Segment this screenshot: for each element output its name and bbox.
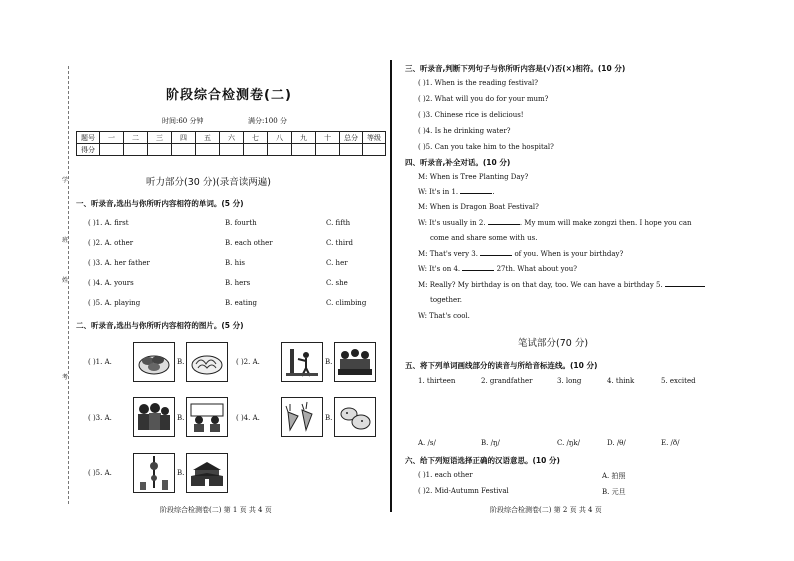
score-header: 二 bbox=[124, 132, 148, 144]
phrase-item[interactable]: ( )2. Mid-Autumn Festival bbox=[418, 487, 509, 495]
carrots-image[interactable] bbox=[281, 397, 323, 437]
word-item[interactable]: 1. thirteen bbox=[418, 377, 456, 385]
dialogue-line: M: When is Dragon Boat Festival? bbox=[418, 203, 539, 211]
pic-q4-b-label: B. bbox=[325, 414, 333, 422]
section-5-heading: 五、将下列单词画线部分的读音与所给音标连线。(10 分) bbox=[405, 361, 598, 370]
phonetic-item[interactable]: A. /s/ bbox=[418, 439, 436, 447]
score-cell[interactable] bbox=[148, 144, 172, 156]
right-footer: 阶段综合检测卷(二) 第 2 页 共 4 页 bbox=[490, 506, 602, 514]
dialogue-line: come and share some with us. bbox=[430, 234, 538, 242]
dialogue-line: W: It's on 4. 27th. What about you? bbox=[418, 265, 578, 273]
score-header: 八 bbox=[268, 132, 292, 144]
dialogue-line: W: It's in 1. . bbox=[418, 188, 495, 196]
score-cell[interactable] bbox=[363, 144, 386, 156]
word-item[interactable]: 4. think bbox=[607, 377, 635, 385]
word-item[interactable]: 5. excited bbox=[661, 377, 696, 385]
classroom-image[interactable] bbox=[186, 397, 228, 437]
section-4-heading: 四、听录音,补全对话。(10 分) bbox=[405, 158, 511, 167]
tv-tower-image[interactable] bbox=[133, 453, 175, 493]
pic-q1-b-label: B. bbox=[177, 358, 185, 366]
blank-5[interactable] bbox=[665, 286, 705, 287]
score-table bbox=[76, 131, 386, 156]
score-header: 四 bbox=[172, 132, 196, 144]
score-header: 十 bbox=[316, 132, 340, 144]
score-header: 题号 bbox=[77, 132, 100, 144]
left-footer: 阶段综合检测卷(二) 第 1 页 共 4 页 bbox=[160, 506, 272, 514]
family-dinner-image[interactable] bbox=[334, 342, 376, 382]
q3-option-c[interactable]: C. her bbox=[326, 259, 348, 267]
dumplings-plate-image[interactable] bbox=[186, 342, 228, 382]
score-cell[interactable] bbox=[316, 144, 340, 156]
score-header-row bbox=[77, 132, 386, 144]
q4-option-c[interactable]: C. she bbox=[326, 279, 348, 287]
exam-full-score: 满分:100 分 bbox=[248, 117, 287, 125]
tiananmen-image[interactable] bbox=[186, 453, 228, 493]
phrase-item[interactable]: ( )1. each other bbox=[418, 471, 473, 479]
dumplings-image[interactable] bbox=[133, 342, 175, 382]
dialogue-line: W: It's usually in 2. . My mum will make zongzi then. I hope you can bbox=[418, 219, 692, 227]
blank-3[interactable] bbox=[480, 255, 512, 256]
blank-1[interactable] bbox=[460, 193, 492, 194]
score-row-label: 得分 bbox=[77, 144, 100, 156]
judge-item[interactable]: ( )4. Is he drinking water? bbox=[418, 127, 511, 135]
score-header: 一 bbox=[100, 132, 124, 144]
q4-option-b[interactable]: B. hers bbox=[225, 279, 251, 287]
phonetic-item[interactable]: E. /ð/ bbox=[661, 439, 680, 447]
q2-option-c[interactable]: C. third bbox=[326, 239, 353, 247]
exam-time: 时间:60 分钟 bbox=[162, 117, 204, 125]
q1-option-c[interactable]: C. fifth bbox=[326, 219, 351, 227]
q3-option-a[interactable]: ( )3. A. her father bbox=[88, 259, 150, 267]
score-header: 九 bbox=[292, 132, 316, 144]
pic-q1-label: ( )1. A. bbox=[88, 358, 112, 366]
side-label: 考 bbox=[62, 374, 69, 381]
pic-q5-label: ( )5. A. bbox=[88, 469, 112, 477]
dialogue-line: M: That's very 3. of you. When is your birthday? bbox=[418, 250, 624, 258]
score-header: 总分 bbox=[340, 132, 363, 144]
q5-option-a[interactable]: ( )5. A. playing bbox=[88, 299, 141, 307]
q2-option-a[interactable]: ( )2. A. other bbox=[88, 239, 134, 247]
phonetic-item[interactable]: B. /ŋ/ bbox=[481, 439, 500, 447]
dialogue-line: W: That's cool. bbox=[418, 312, 470, 320]
score-header: 三 bbox=[148, 132, 172, 144]
score-cell[interactable] bbox=[340, 144, 363, 156]
score-cell[interactable] bbox=[196, 144, 220, 156]
phonetic-item[interactable]: C. /ŋk/ bbox=[557, 439, 581, 447]
phonetic-item[interactable]: D. /θ/ bbox=[607, 439, 626, 447]
word-item[interactable]: 2. grandfather bbox=[481, 377, 533, 385]
q1-option-a[interactable]: ( )1. A. first bbox=[88, 219, 129, 227]
score-header: 五 bbox=[196, 132, 220, 144]
section-2-heading: 二、听录音,选出与你所听内容相符的图片。(5 分) bbox=[76, 321, 244, 330]
binding-line bbox=[68, 66, 69, 504]
dialogue-line: M: Really? My birthday is on that day, too. We can have a birthday 5. bbox=[418, 281, 705, 289]
pic-q2-b-label: B. bbox=[325, 358, 333, 366]
q5-option-c[interactable]: C. climbing bbox=[326, 299, 367, 307]
score-cell[interactable] bbox=[244, 144, 268, 156]
section-6-heading: 六、给下列短语选择正确的汉语意思。(10 分) bbox=[405, 456, 560, 465]
score-header: 七 bbox=[244, 132, 268, 144]
pic-q2-label: ( )2. A. bbox=[236, 358, 260, 366]
page-divider bbox=[390, 60, 392, 512]
pic-q5-b-label: B. bbox=[177, 469, 185, 477]
side-label: 姓 bbox=[62, 277, 69, 284]
score-cell[interactable] bbox=[292, 144, 316, 156]
judge-item[interactable]: ( )1. When is the reading festival? bbox=[418, 79, 539, 87]
side-label: 学 bbox=[62, 177, 69, 184]
section-1-heading: 一、听录音,选出与你所听内容相符的单词。(5 分) bbox=[76, 199, 244, 208]
score-header: 六 bbox=[220, 132, 244, 144]
judge-item[interactable]: ( )5. Can you take him to the hospital? bbox=[418, 143, 554, 151]
pic-q3-b-label: B. bbox=[177, 414, 185, 422]
pic-q3-label: ( )3. A. bbox=[88, 414, 112, 422]
q3-option-b[interactable]: B. his bbox=[225, 259, 245, 267]
side-label: 班 bbox=[62, 237, 69, 244]
score-input-row bbox=[77, 144, 386, 156]
score-header: 等级 bbox=[363, 132, 386, 144]
word-item[interactable]: 3. long bbox=[557, 377, 582, 385]
judge-item[interactable]: ( )2. What will you do for your mum? bbox=[418, 95, 549, 103]
page-title: 阶段综合检测卷(二) bbox=[166, 88, 292, 103]
meaning-item: A. 拍照 bbox=[602, 472, 626, 480]
score-cell[interactable] bbox=[100, 144, 124, 156]
score-cell[interactable] bbox=[268, 144, 292, 156]
potatoes-image[interactable] bbox=[334, 397, 376, 437]
q2-option-b[interactable]: B. each other bbox=[225, 239, 273, 247]
family-image[interactable] bbox=[133, 397, 175, 437]
score-cell[interactable] bbox=[220, 144, 244, 156]
pic-q4-label: ( )4. A. bbox=[236, 414, 260, 422]
q1-option-b[interactable]: B. fourth bbox=[225, 219, 257, 227]
written-part-heading: 笔试部分(70 分) bbox=[518, 338, 589, 349]
section-3-heading: 三、听录音,判断下列句子与你所听内容是(√)否(×)相符。(10 分) bbox=[405, 64, 626, 73]
planting-tree-image[interactable] bbox=[281, 342, 323, 382]
dialogue-line: M: When is Tree Planting Day? bbox=[418, 173, 529, 181]
blank-4[interactable] bbox=[462, 270, 494, 271]
dialogue-line: together. bbox=[430, 296, 462, 304]
judge-item[interactable]: ( )3. Chinese rice is delicious! bbox=[418, 111, 524, 119]
listening-part-heading: 听力部分(30 分)(录音读两遍) bbox=[146, 177, 271, 188]
meaning-item: B. 元旦 bbox=[602, 488, 626, 496]
blank-2[interactable] bbox=[488, 224, 520, 225]
score-cell[interactable] bbox=[172, 144, 196, 156]
q4-option-a[interactable]: ( )4. A. yours bbox=[88, 279, 134, 287]
q5-option-b[interactable]: B. eating bbox=[225, 299, 257, 307]
score-cell[interactable] bbox=[124, 144, 148, 156]
